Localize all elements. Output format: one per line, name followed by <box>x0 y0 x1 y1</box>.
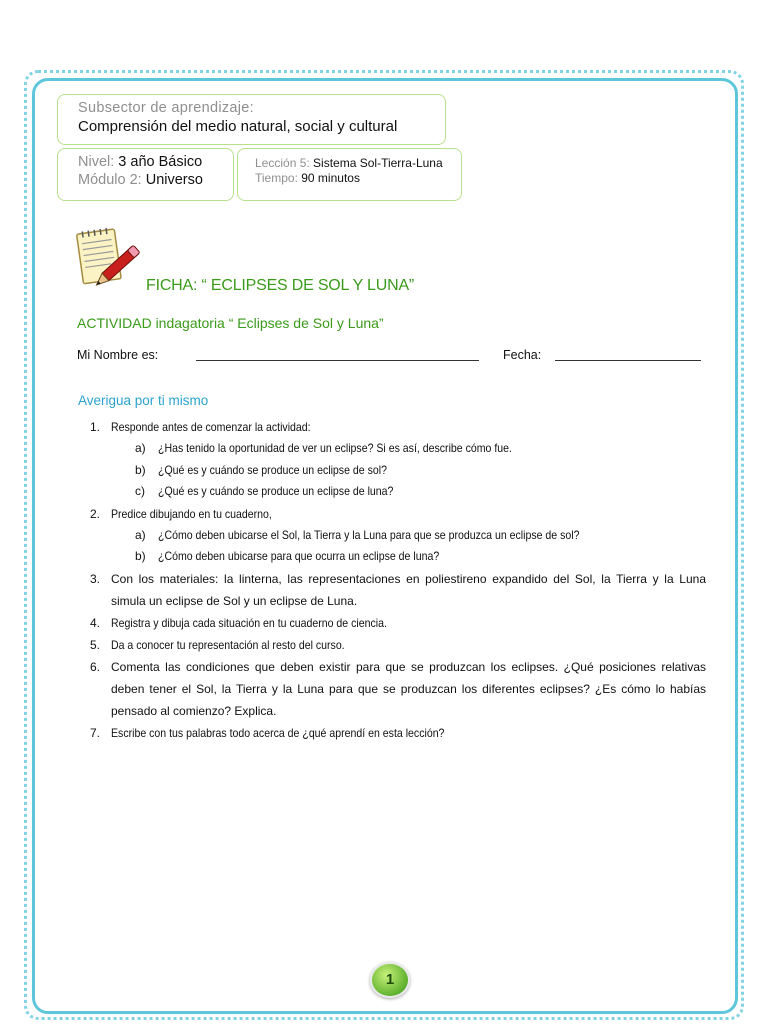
nombre-label: Mi Nombre es: <box>77 348 159 362</box>
modulo-label: Módulo 2: <box>78 172 142 188</box>
item-number: 6. <box>90 659 101 674</box>
subsector-box <box>57 94 446 145</box>
list-item <box>80 634 706 656</box>
sub-letter: b) <box>135 462 146 477</box>
list-item <box>80 722 706 744</box>
leccion-box <box>237 148 462 201</box>
modulo-value: Universo <box>145 172 203 188</box>
item-number: 1. <box>90 420 101 434</box>
sub-item <box>80 481 706 503</box>
sub-letter: a) <box>135 527 146 542</box>
sub-item <box>80 525 706 547</box>
nombre-field-line[interactable] <box>196 348 479 361</box>
sub-text: ¿Cómo deben ubicarse para que ocurra un eclipse de luna? <box>158 549 440 564</box>
item-number: 4. <box>90 615 101 630</box>
nivel-value: 3 año Básico <box>118 154 203 170</box>
sub-text: ¿Qué es y cuándo se produce un eclipse de luna? <box>158 484 394 499</box>
item-text: Con los materiales: la linterna, las representaciones en poliestireno expandido del Sol, la Tierra y la Luna simula un eclipse de Sol y un eclipse de Luna. <box>111 571 706 608</box>
item-text: Responde antes de comenzar la actividad: <box>111 420 311 434</box>
sub-item <box>80 546 706 568</box>
subsector-value: Comprensión del medio natural, social y cultural <box>78 118 398 135</box>
tiempo-label: Tiempo: <box>255 171 298 185</box>
sub-letter: b) <box>135 549 146 564</box>
leccion-label: Lección 5: <box>255 156 310 170</box>
sub-text: ¿Cómo deben ubicarse el Sol, la Tierra y la Luna para que se produzca un eclipse de sol? <box>158 527 580 542</box>
ficha-title: FICHA: “ ECLIPSES DE SOL Y LUNA” <box>146 277 415 294</box>
leccion-value: Sistema Sol-Tierra-Luna <box>313 156 443 170</box>
nivel-box <box>57 148 234 201</box>
notepad-pencil-icon <box>74 225 148 293</box>
sub-letter: a) <box>135 441 146 455</box>
item-text: Predice dibujando en tu cuaderno, <box>111 506 272 521</box>
list-item <box>80 612 706 634</box>
activity-list <box>80 416 706 744</box>
list-item <box>80 656 706 722</box>
subsector-label: Subsector de aprendizaje: <box>78 100 254 116</box>
page-number-badge: 1 <box>370 962 410 998</box>
sub-text: ¿Qué es y cuándo se produce un eclipse de sol? <box>158 462 387 477</box>
nivel-label: Nivel: <box>78 154 115 170</box>
sub-text: ¿Has tenido la oportunidad de ver un eclipse? Si es así, describe cómo fue. <box>158 441 512 455</box>
sub-letter: c) <box>135 484 145 499</box>
list-item <box>80 416 706 438</box>
item-number: 2. <box>90 506 101 521</box>
name-date-row <box>77 348 702 368</box>
section-title: Averigua por ti mismo <box>78 393 209 408</box>
sub-item <box>80 460 706 482</box>
item-text: Escribe con tus palabras todo acerca de ¿qué aprendí en esta lección? <box>111 725 445 740</box>
sub-item <box>80 438 706 460</box>
item-number: 7. <box>90 725 101 740</box>
item-text: Registra y dibuja cada situación en tu cuaderno de ciencia. <box>111 615 387 630</box>
item-text: Da a conocer tu representación al resto del curso. <box>111 637 345 652</box>
list-item <box>80 568 706 612</box>
item-number: 5. <box>90 637 101 652</box>
tiempo-value: 90 minutos <box>301 171 360 185</box>
fecha-label: Fecha: <box>503 348 542 362</box>
item-text: Comenta las condiciones que deben existir para que se produzcan los eclipses. ¿Qué posiciones relativas deben tener el Sol, la Tierra y la Luna para que se produzcan los diferentes eclipses? ¿Es cómo lo habías pensado al comienzo? Explica. <box>111 659 706 718</box>
item-number: 3. <box>90 571 101 586</box>
actividad-title: ACTIVIDAD indagatoria “ Eclipses de Sol y Luna” <box>77 315 384 331</box>
fecha-field-line[interactable] <box>555 348 701 361</box>
list-item <box>80 503 706 525</box>
